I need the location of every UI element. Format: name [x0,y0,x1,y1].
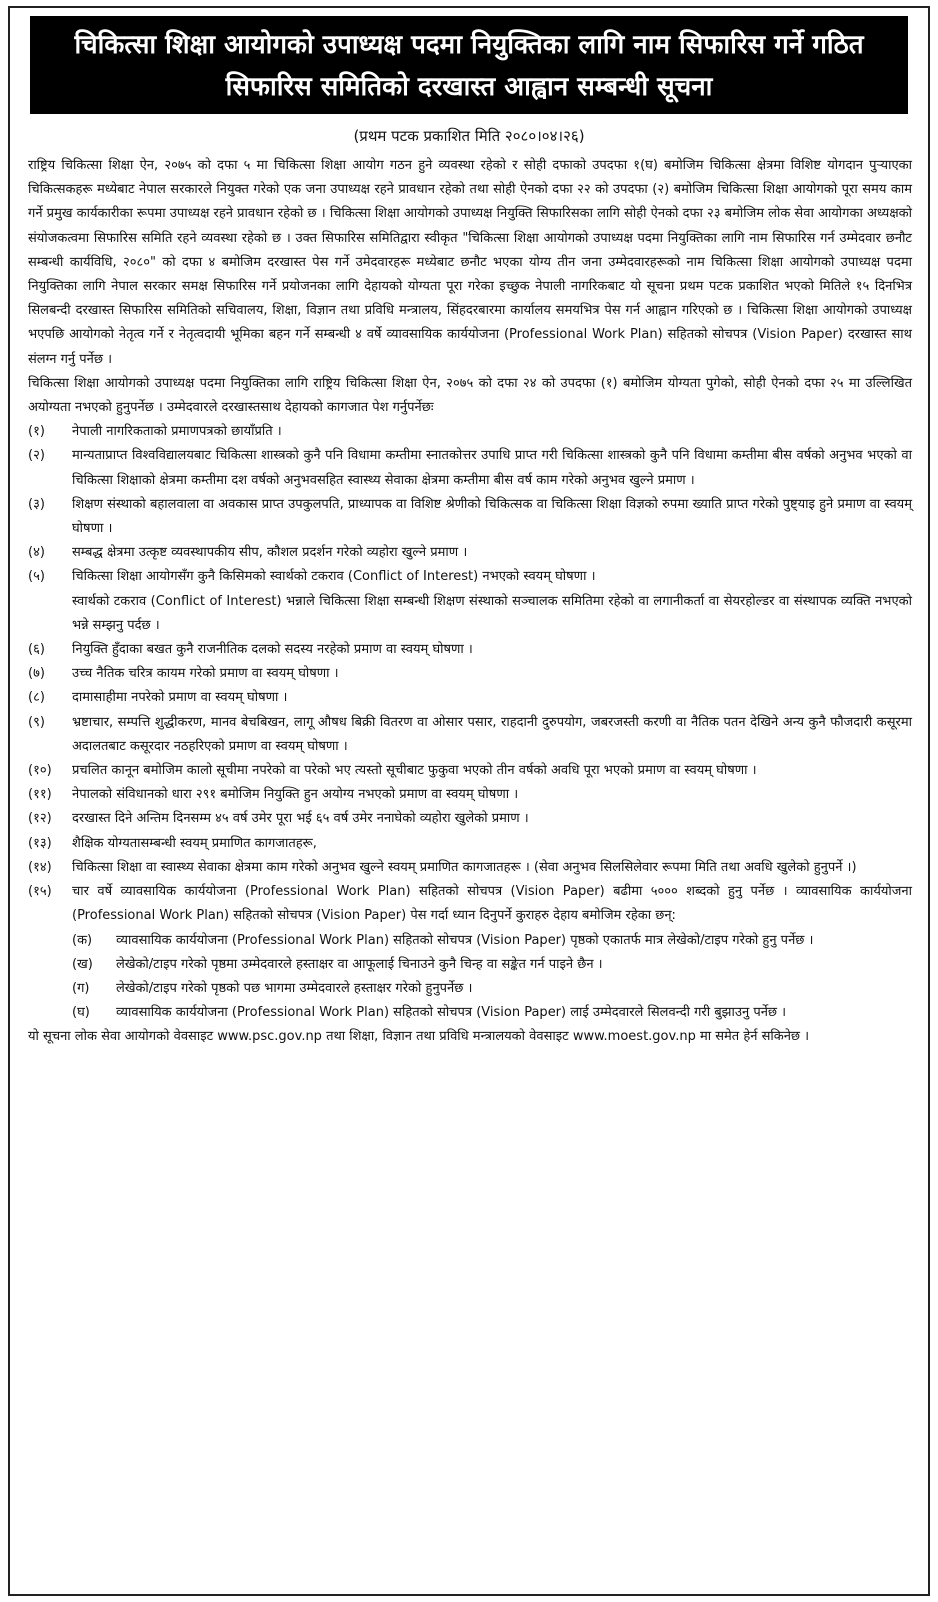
item-text: दरखास्त दिने अन्तिम दिनसम्म ४५ वर्ष उमेर पूरा भई ६५ वर्ष उमेर ननाघेको व्यहोरा खुलेको प्रमाण । [72,811,529,827]
sub-item-text: व्यावसायिक कार्ययोजना (Professional Work Plan) सहितको सोचपत्र (Vision Paper) लाई उम्मेदवारले सिलवन्दी गरी बुझाउनु पर्नेछ । [116,1005,787,1021]
item-text: चिकित्सा शिक्षा वा स्वास्थ्य सेवाका क्षेत्रमा काम गरेको अनुभव खुल्ने स्वयम् प्रमाणित कागजातहरू । (सेवा अनुभव सिलसिलेवार रूपमा मिति तथा अवधि खुलेको हुनुपर्ने ।) [72,859,857,875]
item-number: (७) [28,666,45,682]
list-item [28,638,912,662]
title-banner [30,16,908,114]
item-text: दामासाहीमा नपरेको प्रमाण वा स्वयम् घोषणा । [72,690,288,706]
sub-item-number: (ग) [72,980,90,996]
item-text: नेपालको संविधानको धारा २९१ बमोजिम नियुक्ति हुन अयोग्य नभएको प्रमाण वा स्वयम् घोषणा । [72,787,519,803]
item-number: (१) [28,424,45,440]
list-item [28,686,912,710]
footer-note: यो सूचना लोक सेवा आयोगको वेवसाइट www.psc.gov.np तथा शिक्षा, विज्ञान तथा प्रविधि मन्त्रालयको वेवसाइट www.moest.gov.np मा समेत हेर्न सकिनेछ । [28,1029,810,1045]
item-number: (२) [28,448,45,464]
item-number: (१३) [28,835,52,851]
list-item [28,662,912,686]
sub-item-number: (ख) [72,956,93,972]
item-text: मान्यताप्राप्त विश्वविद्यालयबाट चिकित्सा शास्त्रको कुनै पनि विधामा कम्तीमा स्नातकोत्तर उपाधि प्राप्त गरी चिकित्सा शास्त्रको कुनै पनि विधामा कम्तीमा बीस वर्षको अनुभव भएको वा चिकित्सा शिक्षाको क्षेत्रमा कम्तीमा दश वर्षको अनुभवसहित स्वास्थ्य सेवाका क्षेत्रमा कम्तीमा बीस वर्ष काम गरेको अनुभव खुल्ने प्रमाण । [72,448,912,488]
notice-body [28,154,912,1050]
item-number: (४) [28,545,45,561]
item-text: उच्च नैतिक चरित्र कायम गरेको प्रमाण वा स्वयम् घोषणा । [72,666,339,682]
item-number: (५) [28,569,45,585]
item-number: (१२) [28,811,52,827]
list-item [28,856,912,880]
sub-item-text: लेखेको/टाइप गरेको पृष्ठको पछ भागमा उम्मेदवारले हस्ताक्षर गरेको हुनुपर्नेछ । [116,980,473,996]
item-text: शिक्षण संस्थाको बहालवाला वा अवकास प्राप्त उपकुलपति, प्राध्यापक वा विशिष्ट श्रेणीको चिकित्सक वा चिकित्सा शिक्षा विज्ञको रुपमा ख्याति प्राप्त गरेको पुष्ट्याइ हुने प्रमाण वा स्वयम् घोषणा । [72,496,912,537]
list-item [28,832,912,856]
item-text: सम्बद्ध क्षेत्रमा उत्कृष्ट व्यवस्थापकीय सीप, कौशल प्रदर्शन गरेको व्यहोरा खुल्ने प्रमाण । [72,545,468,561]
item-number: (६) [28,642,45,658]
sub-list-item [72,1001,912,1025]
item-text: भ्रष्टाचार, सम्पत्ति शुद्धीकरण, मानव बेचबिखन, लागू औषध बिक्री वितरण वा ओसार पसार, राहदानी दुरुपयोग, जबरजस्ती करणी वा नैतिक पतन देखिने अन्य कुनै फौजदारी कसूरमा अदालतबाट कसूरदार नठहरिएको प्रमाण वा स्वयम् घोषणा । [72,714,912,754]
list-item [28,493,912,541]
item-number: (१०) [28,763,52,779]
sub-item-number: (घ) [72,1005,90,1021]
title-line-1: चिकित्सा शिक्षा आयोगको उपाध्यक्ष पदमा नियुक्तिका लागि नाम सिफारिस गर्ने गठित [74,30,864,60]
list-item [28,783,912,807]
list-item [28,420,912,444]
item-text: चार वर्षे व्यावसायिक कार्ययोजना (Professional Work Plan) सहितको सोचपत्र (Vision Paper) बढीमा ५००० शब्दको हुनु पर्नेछ । व्यावसायिक कार्ययोजना (Professional Work Plan) सहितको सोचपत्र (Vision Paper) पेस गर्दा ध्यान दिनुपर्ने कुराहरु देहाय बमोजिम रहेका छन्: [72,884,912,924]
sub-item-text: लेखेको/टाइप गरेको पृष्ठमा उम्मेदवारले हस्ताक्षर वा आफूलाई चिनाउने कुनै चिन्ह वा सङ्केत गर्न पाइने छैन । [116,956,603,972]
item-number: (११) [28,787,52,803]
list-item [28,880,912,928]
title-line-2: सिफारिस समितिको दरखास्त आह्वान सम्बन्धी सूचना [225,72,713,102]
list-item [28,759,912,783]
intro-paragraph: राष्ट्रिय चिकित्सा शिक्षा ऐन, २०७५ को दफा ५ मा चिकित्सा शिक्षा आयोग गठन हुने व्यवस्था रहेको र सोही दफाको उपदफा १(घ) बमोजिम चिकित्सा क्षेत्रमा विशिष्ट योगदान पुऱ्याएका चिकित्सकहरू मध्येबाट नेपाल सरकारले नियुक्त गरेको एक जना उपाध्यक्ष रहने प्रावधान रहेको तथा सोही ऐनको दफा २२ को उपदफा (२) बमोजिम चिकित्सा शिक्षा आयोगको पूरा समय काम गर्ने प्रमुख कार्यकारीका रूपमा उपाध्यक्ष रहने प्रावधान रहेको छ । चिकित्सा शिक्षा आयोगको उपाध्यक्ष नियुक्ति सिफारिसका लागि सोही ऐनको दफा २३ बमोजिम लोक सेवा आयोगका अध्यक्षको संयोजकत्वमा सिफारिस समिति रहने व्यवस्था रहेको छ । उक्त सिफारिस समितिद्वारा स्वीकृत "चिकित्सा शिक्षा आयोगको उपाध्यक्ष पदमा नियुक्तिका लागि नाम सिफारिस गर्न उम्मेदवार छनौट सम्बन्धी कार्यविधि, २०८०" को दफा ४ बमोजिम दरखास्त पेस गर्ने उमेदवारहरू मध्येबाट छनौट भएका योग्य तीन जना उम्मेदवारहरूको नाम चिकित्सा शिक्षा आयोगको उपाध्यक्ष पदमा नियुक्तिका लागि नेपाल सरकार समक्ष सिफारिस गर्ने प्रयोजनका लागि देहायको योग्यता पूरा गरेका इच्छुक नेपाली नागरिकबाट यो सूचना प्रथम पटक प्रकाशित भएको मितिले १५ दिनभित्र सिलबन्दी दरखास्त सिफारिस समितिको सचिवालय, शिक्षा, विज्ञान तथा प्रविधि मन्त्रालय, सिंहदरबारमा कार्यालय समयभित्र पेस गर्न आह्वान गरिएको छ । चिकित्सा शिक्षा आयोगको उपाध्यक्ष भएपछि आयोगको नेतृत्व गर्ने र नेतृत्वदायी भूमिका बहन गर्ने सम्बन्धी ४ वर्षे व्यावसायिक कार्ययोजना (Professional Work Plan) सहितको सोचपत्र (Vision Paper) दरखास्त साथ संलग्न गर्नु पर्नेछ । [28,158,912,367]
requirements-paragraph: चिकित्सा शिक्षा आयोगको उपाध्यक्ष पदमा नियुक्तिका लागि राष्ट्रिय चिकित्सा शिक्षा ऐन, २०७५ को दफा २४ को उपदफा (१) बमोजिम योग्यता पुगेको, सोही ऐनको दफा २५ मा उल्लिखित अयोग्यता नभएको हुनुपर्नेछ । उम्मेदवारले दरखास्तसाथ देहायको कागजात पेश गर्नुपर्नेछः [28,375,912,416]
item-text: नेपाली नागरिकताको प्रमाणपत्रको छायाँप्रति । [72,424,282,440]
item-number: (९) [28,714,45,730]
item-text: चिकित्सा शिक्षा आयोगसँग कुनै किसिमको स्वार्थको टकराव (Conflict of Interest) नभएको स्वयम् घोषणा । [72,569,596,585]
publication-date: (प्रथम पटक प्रकाशित मिति २०८०।०४।२६) [353,127,585,145]
sub-list-item [72,977,912,1001]
conflict-of-interest-note: स्वार्थको टकराव (Conflict of Interest) भन्नाले चिकित्सा शिक्षा सम्बन्धी शिक्षण संस्थाको सञ्चालक समितिमा रहेको वा लगानीकर्ता वा सेयरहोल्डर वा संस्थापक व्यक्ति नभएको भन्ने सम्झनु पर्दछ । [72,593,912,633]
item-text: प्रचलित कानून बमोजिम कालो सूचीमा नपरेको वा परेको भए त्यस्तो सूचीबाट फुकुवा भएको तीन वर्षको अवधि पूरा भएको प्रमाण वा स्वयम् घोषणा । [72,763,757,779]
list-item [28,541,912,565]
list-item [28,444,912,492]
item-text: नियुक्ति हुँदाका बखत कुनै राजनीतिक दलको सदस्य नरहेको प्रमाण वा स्वयम् घोषणा । [72,642,473,658]
list-item [28,565,912,589]
sub-item-number: (क) [72,932,93,948]
item-number: (८) [28,690,45,706]
sub-list-item [72,953,912,977]
list-item [28,711,912,759]
item-number: (१४) [28,859,52,875]
item-text: शैक्षिक योग्यतासम्बन्धी स्वयम् प्रमाणित कागजातहरू, [72,835,317,851]
item-number: (३) [28,496,45,512]
sub-list-item [72,929,912,953]
sub-item-text: व्यावसायिक कार्ययोजना (Professional Work Plan) सहितको सोचपत्र (Vision Paper) पृष्ठको एकातर्फ मात्र लेखेको/टाइप गरेको हुनु पर्नेछ । [116,932,814,948]
list-item [28,807,912,831]
item-number: (१५) [28,884,52,900]
